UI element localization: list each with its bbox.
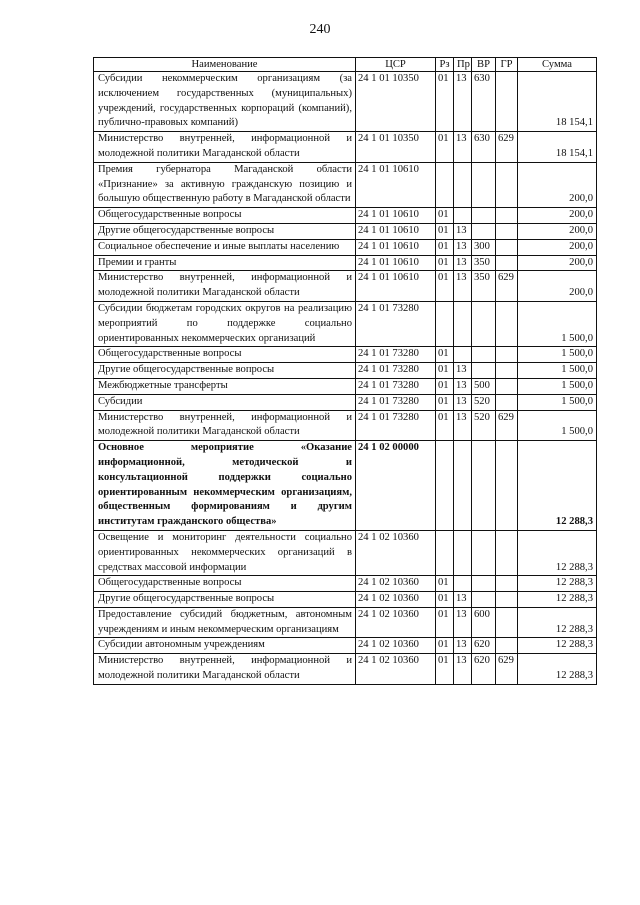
row-rz-cell: 01 [436,347,454,363]
row-gr-cell [496,72,518,132]
row-vr-cell [472,530,496,575]
row-csr-cell: 24 1 02 10360 [356,530,436,575]
table-row [94,378,597,394]
row-vr-cell [472,223,496,239]
row-pr-cell: 13 [454,654,472,685]
row-name-cell: Министерство внутренней, информационной и молодежной политики Магаданской области [94,132,356,163]
row-vr-cell [472,347,496,363]
row-rz-cell: 01 [436,654,454,685]
row-sum-cell: 12 288,3 [518,607,597,638]
row-sum-cell: 200,0 [518,162,597,207]
row-gr-cell [496,592,518,608]
table-row [94,132,597,163]
row-csr-cell: 24 1 01 10350 [356,72,436,132]
row-rz-cell: 01 [436,208,454,224]
row-csr-cell: 24 1 02 00000 [356,441,436,531]
row-name-cell: Субсидии некоммерческим организациям (за исключением государственных (муниципальных) учреждений, государственных корпораций (компаний), публично-правовых компаний) [94,72,356,132]
header-vr: ВР [472,58,496,72]
row-sum-cell: 18 154,1 [518,72,597,132]
table-row [94,576,597,592]
row-vr-cell: 350 [472,271,496,302]
row-csr-cell: 24 1 01 10610 [356,162,436,207]
row-rz-cell: 01 [436,271,454,302]
row-name-cell: Премия губернатора Магаданской области «Признание» за активную гражданскую позицию и большую общественную работу в Магаданской области [94,162,356,207]
row-rz-cell: 01 [436,607,454,638]
row-sum-cell: 1 500,0 [518,394,597,410]
row-sum-cell: 1 500,0 [518,301,597,346]
row-name-cell: Другие общегосударственные вопросы [94,223,356,239]
row-csr-cell: 24 1 01 73280 [356,363,436,379]
row-pr-cell: 13 [454,132,472,163]
row-gr-cell [496,530,518,575]
table-header-row [94,58,597,72]
row-sum-cell: 12 288,3 [518,638,597,654]
row-vr-cell [472,162,496,207]
row-pr-cell: 13 [454,72,472,132]
table-row [94,347,597,363]
row-vr-cell: 300 [472,239,496,255]
row-gr-cell: 629 [496,654,518,685]
row-sum-cell: 1 500,0 [518,410,597,441]
row-sum-cell: 200,0 [518,208,597,224]
row-vr-cell: 520 [472,410,496,441]
row-csr-cell: 24 1 01 10610 [356,255,436,271]
row-gr-cell [496,347,518,363]
row-name-cell: Субсидии бюджетам городских округов на реализацию мероприятий по поддержке социально ориентированных некоммерческих организаций [94,301,356,346]
row-csr-cell: 24 1 01 10350 [356,132,436,163]
table-row [94,441,597,531]
row-rz-cell [436,530,454,575]
row-gr-cell [496,301,518,346]
row-vr-cell: 630 [472,132,496,163]
row-vr-cell: 620 [472,638,496,654]
table-row [94,530,597,575]
row-name-cell: Предоставление субсидий бюджетным, автономным учреждениям и иным некоммерческим организациям [94,607,356,638]
row-gr-cell [496,239,518,255]
table-row [94,394,597,410]
row-name-cell: Освещение и мониторинг деятельности социально ориентированных некоммерческих организаций в средствах массовой информации [94,530,356,575]
row-rz-cell: 01 [436,592,454,608]
row-rz-cell [436,441,454,531]
row-csr-cell: 24 1 01 10610 [356,271,436,302]
row-sum-cell: 1 500,0 [518,378,597,394]
header-pr: Пр [454,58,472,72]
row-name-cell: Общегосударственные вопросы [94,576,356,592]
row-rz-cell: 01 [436,72,454,132]
row-rz-cell: 01 [436,378,454,394]
row-pr-cell [454,301,472,346]
row-vr-cell [472,208,496,224]
row-sum-cell: 200,0 [518,223,597,239]
row-name-cell: Министерство внутренней, информационной и молодежной политики Магаданской области [94,410,356,441]
row-name-cell: Министерство внутренней, информационной и молодежной политики Магаданской области [94,654,356,685]
table-row [94,239,597,255]
row-pr-cell [454,530,472,575]
row-pr-cell: 13 [454,410,472,441]
table-body [94,72,597,685]
row-csr-cell: 24 1 01 73280 [356,410,436,441]
row-rz-cell: 01 [436,394,454,410]
row-csr-cell: 24 1 01 10610 [356,208,436,224]
header-csr: ЦСР [356,58,436,72]
row-sum-cell: 12 288,3 [518,654,597,685]
row-pr-cell [454,347,472,363]
row-name-cell: Межбюджетные трансферты [94,378,356,394]
row-gr-cell [496,363,518,379]
row-sum-cell: 200,0 [518,255,597,271]
table-row [94,72,597,132]
row-gr-cell [496,576,518,592]
row-sum-cell: 12 288,3 [518,576,597,592]
row-vr-cell [472,441,496,531]
row-gr-cell [496,441,518,531]
header-sum: Сумма [518,58,597,72]
row-rz-cell: 01 [436,363,454,379]
row-name-cell: Субсидии автономным учреждениям [94,638,356,654]
row-name-cell: Общегосударственные вопросы [94,208,356,224]
row-vr-cell [472,592,496,608]
table-row [94,255,597,271]
table-row [94,301,597,346]
header-gr: ГР [496,58,518,72]
row-sum-cell: 200,0 [518,239,597,255]
row-csr-cell: 24 1 01 73280 [356,394,436,410]
row-vr-cell: 350 [472,255,496,271]
row-name-cell: Субсидии [94,394,356,410]
row-pr-cell: 13 [454,239,472,255]
row-gr-cell: 629 [496,410,518,441]
row-vr-cell: 500 [472,378,496,394]
row-pr-cell [454,441,472,531]
table-row [94,592,597,608]
row-rz-cell [436,301,454,346]
row-pr-cell: 13 [454,394,472,410]
row-name-cell: Другие общегосударственные вопросы [94,363,356,379]
row-name-cell: Основное мероприятие «Оказание информационной, методической и консультационной поддержки социально ориентированным некоммерческим организациям, общественным формированиям и другим институтам гражданского общества» [94,441,356,531]
row-gr-cell [496,162,518,207]
row-sum-cell: 12 288,3 [518,530,597,575]
budget-table [93,57,597,685]
row-gr-cell [496,208,518,224]
row-sum-cell: 1 500,0 [518,347,597,363]
table-row [94,638,597,654]
row-gr-cell [496,223,518,239]
table-row [94,363,597,379]
row-gr-cell [496,607,518,638]
row-vr-cell [472,301,496,346]
row-csr-cell: 24 1 02 10360 [356,576,436,592]
row-gr-cell: 629 [496,271,518,302]
row-vr-cell [472,576,496,592]
row-pr-cell [454,162,472,207]
row-csr-cell: 24 1 02 10360 [356,607,436,638]
row-csr-cell: 24 1 01 10610 [356,223,436,239]
row-csr-cell: 24 1 02 10360 [356,592,436,608]
row-gr-cell [496,378,518,394]
row-vr-cell: 630 [472,72,496,132]
row-pr-cell: 13 [454,271,472,302]
row-csr-cell: 24 1 02 10360 [356,638,436,654]
table-row [94,410,597,441]
row-csr-cell: 24 1 01 10610 [356,239,436,255]
row-sum-cell: 18 154,1 [518,132,597,163]
row-csr-cell: 24 1 01 73280 [356,378,436,394]
table-row [94,208,597,224]
table-row [94,162,597,207]
row-sum-cell: 200,0 [518,271,597,302]
header-rz: Рз [436,58,454,72]
row-gr-cell [496,394,518,410]
row-name-cell: Общегосударственные вопросы [94,347,356,363]
row-rz-cell: 01 [436,239,454,255]
row-pr-cell: 13 [454,223,472,239]
row-pr-cell: 13 [454,607,472,638]
row-pr-cell [454,576,472,592]
row-gr-cell [496,638,518,654]
table-row [94,271,597,302]
header-name: Наименование [94,58,356,72]
row-vr-cell [472,363,496,379]
row-name-cell: Другие общегосударственные вопросы [94,592,356,608]
row-vr-cell: 600 [472,607,496,638]
table-row [94,654,597,685]
row-pr-cell: 13 [454,638,472,654]
row-rz-cell [436,162,454,207]
row-name-cell: Министерство внутренней, информационной и молодежной политики Магаданской области [94,271,356,302]
row-pr-cell: 13 [454,255,472,271]
row-vr-cell: 620 [472,654,496,685]
row-rz-cell: 01 [436,255,454,271]
row-gr-cell [496,255,518,271]
table-row [94,223,597,239]
table-row [94,607,597,638]
row-csr-cell: 24 1 01 73280 [356,347,436,363]
row-rz-cell: 01 [436,132,454,163]
row-sum-cell: 1 500,0 [518,363,597,379]
row-name-cell: Социальное обеспечение и иные выплаты населению [94,239,356,255]
row-pr-cell: 13 [454,378,472,394]
row-csr-cell: 24 1 01 73280 [356,301,436,346]
row-vr-cell: 520 [472,394,496,410]
row-gr-cell: 629 [496,132,518,163]
row-pr-cell [454,208,472,224]
row-pr-cell: 13 [454,592,472,608]
row-rz-cell: 01 [436,576,454,592]
row-pr-cell: 13 [454,363,472,379]
row-sum-cell: 12 288,3 [518,592,597,608]
row-sum-cell: 12 288,3 [518,441,597,531]
row-rz-cell: 01 [436,410,454,441]
page-number: 240 [309,22,331,37]
row-rz-cell: 01 [436,638,454,654]
row-name-cell: Премии и гранты [94,255,356,271]
row-csr-cell: 24 1 02 10360 [356,654,436,685]
row-rz-cell: 01 [436,223,454,239]
